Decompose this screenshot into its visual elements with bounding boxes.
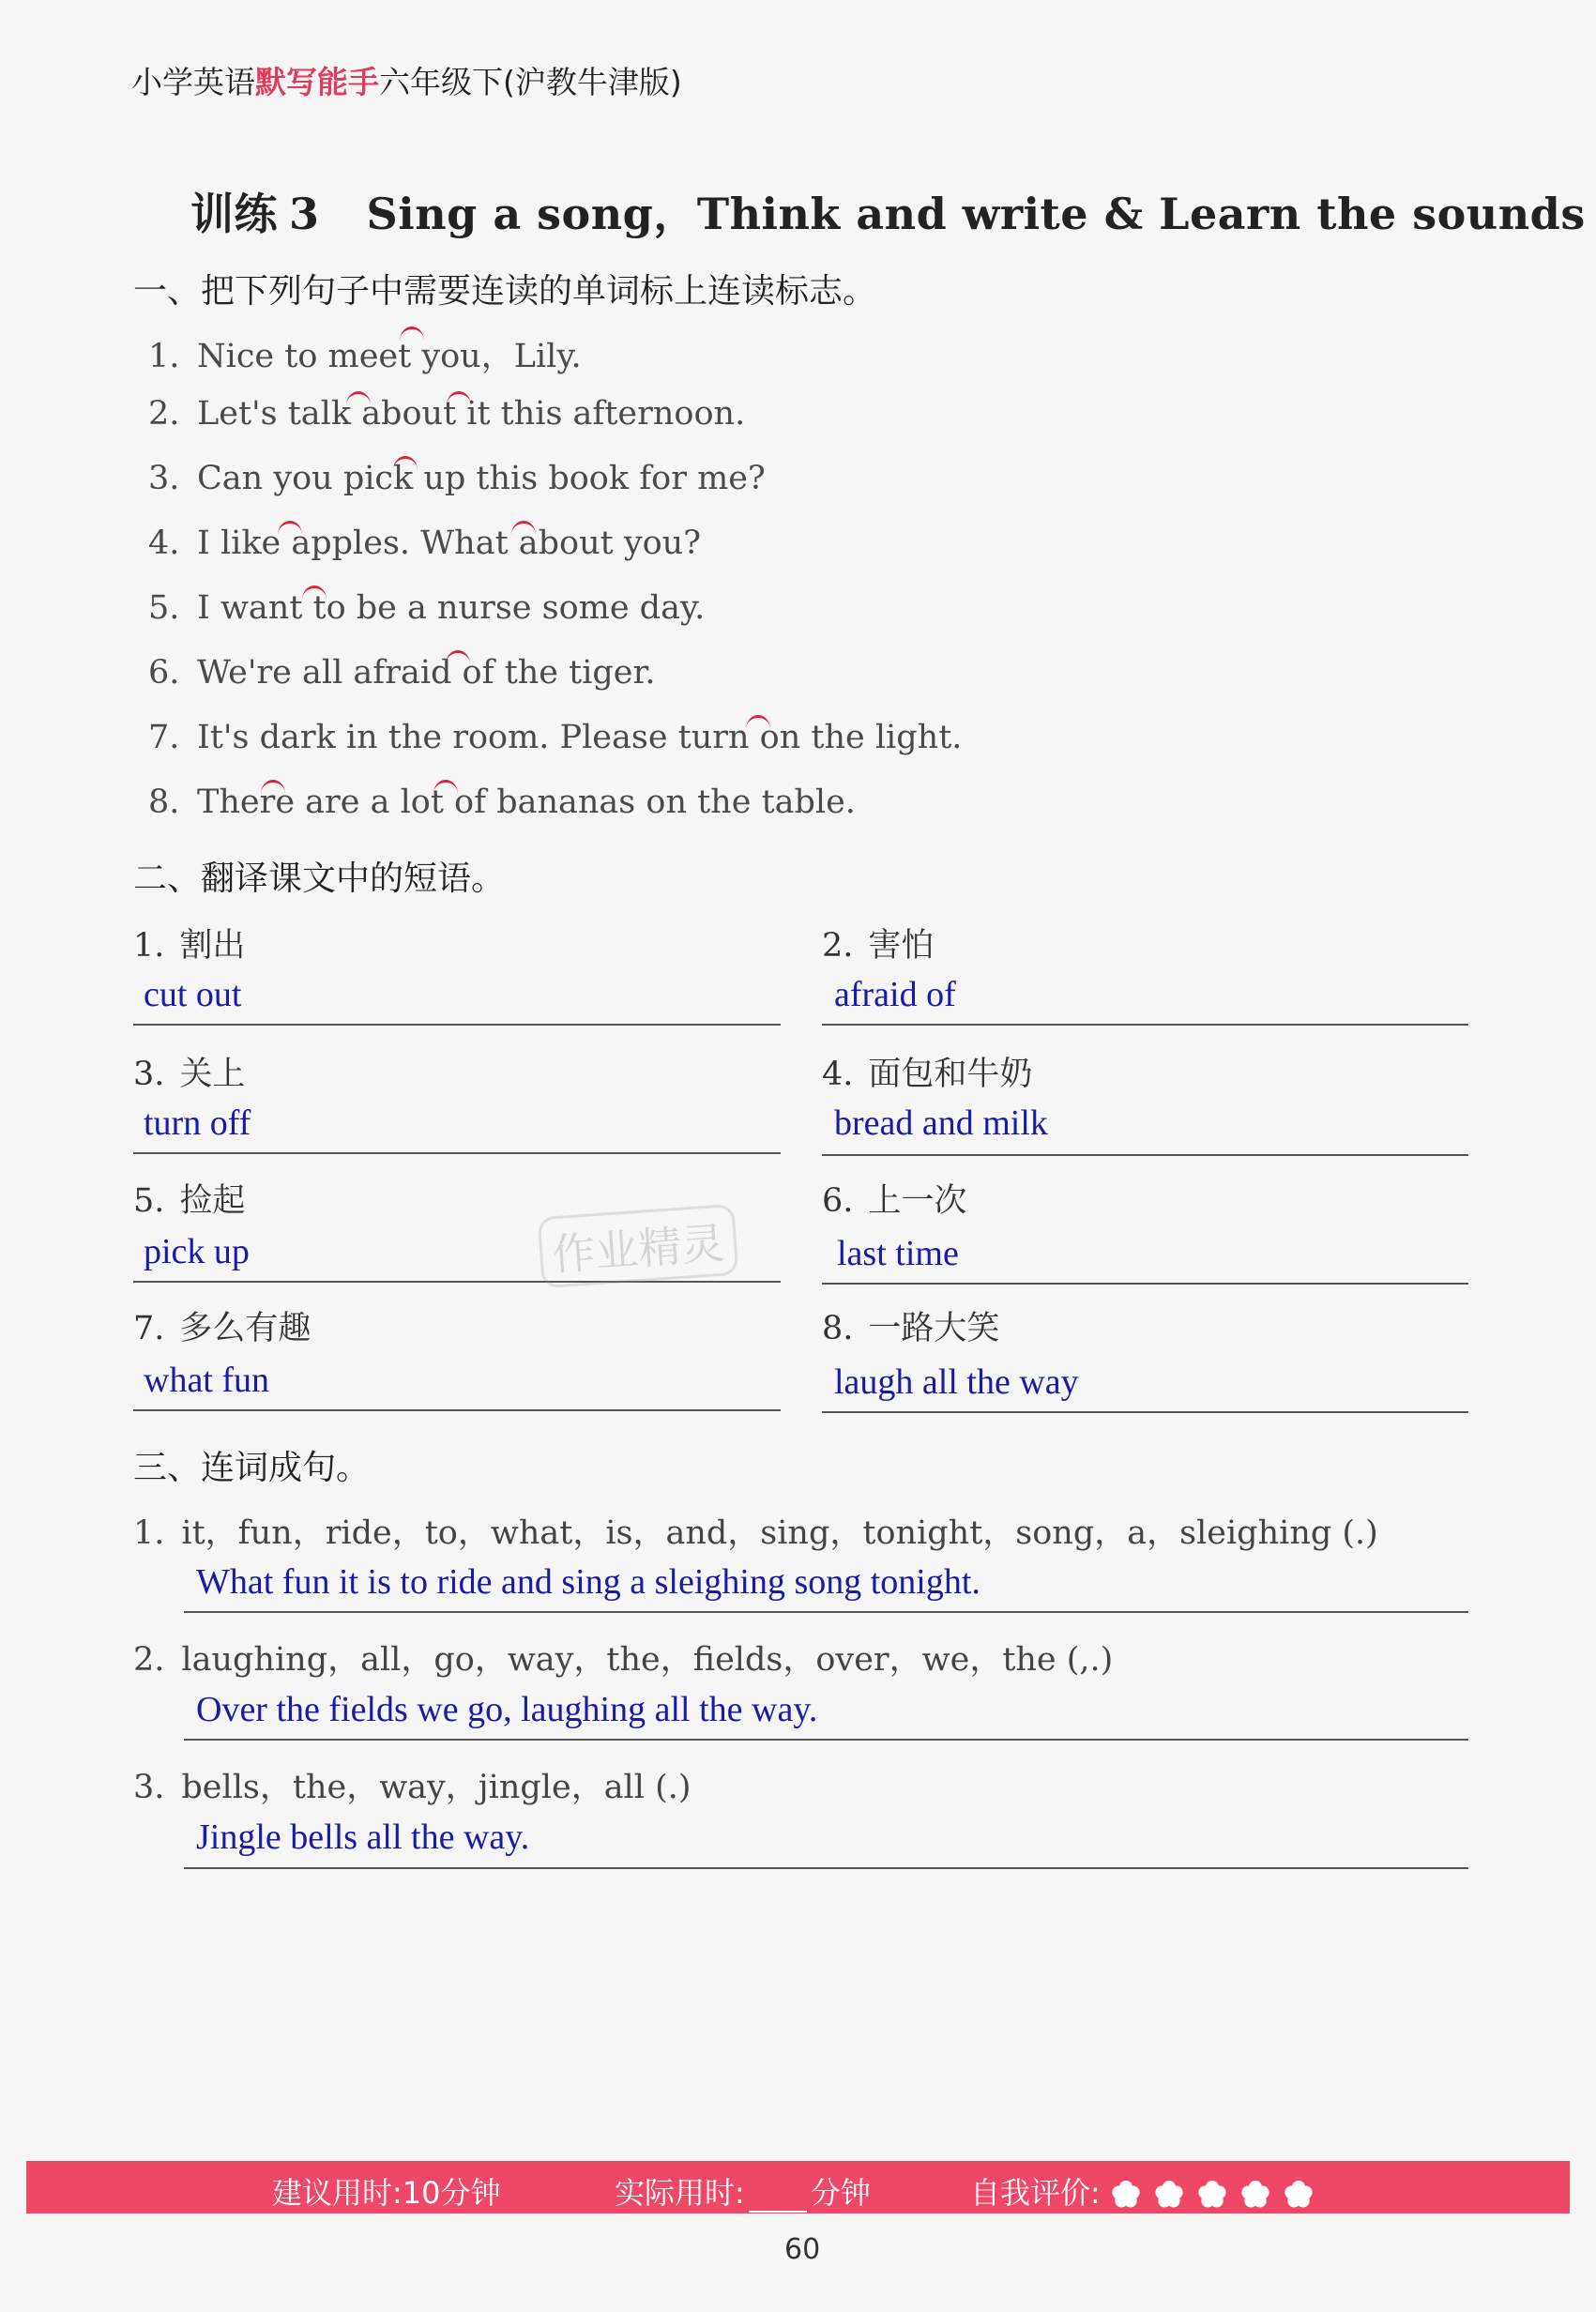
liaison-mark (746, 715, 770, 729)
answer-line (822, 1024, 1468, 1026)
flower-icon[interactable] (1110, 2179, 1142, 2211)
answer-line (133, 1152, 781, 1154)
word-prompt: 1. it，fun，ride，to，what，is，and，sing，tonight，song，a，sleighing (.) (133, 1514, 1378, 1552)
liaison-mark (447, 391, 471, 405)
phrase-answer: pick up (144, 1232, 250, 1271)
part2-heading: 二、翻译课文中的短语。 (133, 859, 506, 898)
lesson-number: 3 (289, 189, 320, 239)
flower-icon[interactable] (1283, 2179, 1315, 2211)
liaison-sentence: 1. Nice to meet you，Lily. (148, 338, 582, 375)
liaison-sentence: 6. We're all afraid of the tiger. (148, 654, 656, 692)
liaison-mark (393, 456, 418, 470)
liaison-sentence: 4. I like apples. What about you? (148, 525, 701, 562)
phrase-answer: turn off (144, 1103, 251, 1143)
liaison-mark (261, 780, 285, 794)
phrase-prompt: 8. 一路大笑 (822, 1310, 1000, 1347)
answer-line (133, 1281, 781, 1283)
suggested-time: 建议用时:10分钟 (272, 2175, 501, 2211)
liaison-mark (278, 521, 302, 535)
answer-line (133, 1409, 781, 1411)
book-prefix: 小学英语 (131, 64, 255, 100)
watermark: 作业精灵 (538, 1204, 739, 1288)
lesson-title-text: Sing a song，Think and write & Learn the sounds (366, 189, 1586, 239)
liaison-mark (346, 391, 371, 405)
phrase-answer: what fun (144, 1361, 270, 1400)
answer-line (184, 1739, 1468, 1741)
flower-icon[interactable] (1153, 2179, 1185, 2211)
footer-bar (26, 2161, 1570, 2213)
sentence-answer: Jingle bells all the way. (196, 1818, 530, 1857)
rating-flowers (1110, 2175, 1326, 2211)
word-prompt: 3. bells，the，way，jingle，all (.) (133, 1769, 692, 1806)
answer-line (184, 1867, 1468, 1869)
phrase-prompt: 3. 关上 (133, 1056, 246, 1093)
phrase-answer: afraid of (834, 975, 956, 1014)
phrase-answer: bread and milk (834, 1103, 1048, 1143)
liaison-mark (400, 327, 424, 341)
answer-line (822, 1154, 1468, 1156)
phrase-prompt: 2. 害怕 (822, 927, 935, 965)
book-header (131, 58, 682, 102)
answer-line (822, 1411, 1468, 1413)
answer-line (133, 1024, 781, 1026)
liaison-sentence: 2. Let's talk about it this afternoon. (148, 395, 746, 433)
self-evaluation: 自我评价: (970, 2169, 1326, 2213)
liaison-sentence: 3. Can you pick up this book for me? (148, 460, 766, 497)
answer-line (822, 1283, 1468, 1285)
part1-heading: 一、把下列句子中需要连读的单词标上连读标志。 (133, 272, 877, 311)
phrase-answer: last time (837, 1234, 959, 1273)
phrase-prompt: 6. 上一次 (822, 1182, 967, 1220)
book-suffix: 六年级下(沪教牛津版) (379, 64, 682, 100)
phrase-answer: cut out (144, 975, 242, 1014)
answer-line (184, 1611, 1468, 1613)
liaison-sentence: 5. I want to be a nurse some day. (148, 589, 706, 627)
flower-icon[interactable] (1239, 2179, 1271, 2211)
sentence-answer: What fun it is to ride and sing a sleighing song tonight. (196, 1562, 980, 1602)
lesson-label: 训练 (190, 189, 278, 239)
part3-heading: 三、连词成句。 (133, 1449, 371, 1487)
liaison-mark (433, 780, 458, 794)
sentence-answer: Over the fields we go, laughing all the way. (196, 1690, 818, 1729)
phrase-prompt: 7. 多么有趣 (133, 1310, 312, 1347)
actual-time-blank[interactable] (749, 2184, 807, 2213)
liaison-mark (511, 521, 536, 535)
phrase-prompt: 5. 捡起 (133, 1182, 246, 1220)
phrase-prompt: 4. 面包和牛奶 (822, 1056, 1033, 1093)
lesson-title (190, 180, 1586, 242)
phrase-answer: laugh all the way (834, 1362, 1079, 1402)
liaison-mark (446, 650, 470, 664)
word-prompt: 2. laughing，all，go，way，the，fields，over，we，the (,.) (133, 1641, 1114, 1679)
flower-icon[interactable] (1196, 2179, 1228, 2211)
actual-time: 实际用时: 分钟 (615, 2175, 871, 2211)
book-brand: 默写能手 (255, 64, 379, 100)
phrase-prompt: 1. 割出 (133, 927, 246, 965)
liaison-sentence: 8. There are a lot of bananas on the table. (148, 783, 856, 821)
liaison-mark (302, 586, 327, 600)
page-number: 60 (784, 2233, 821, 2266)
liaison-sentence: 7. It's dark in the room. Please turn on the light. (148, 719, 963, 756)
